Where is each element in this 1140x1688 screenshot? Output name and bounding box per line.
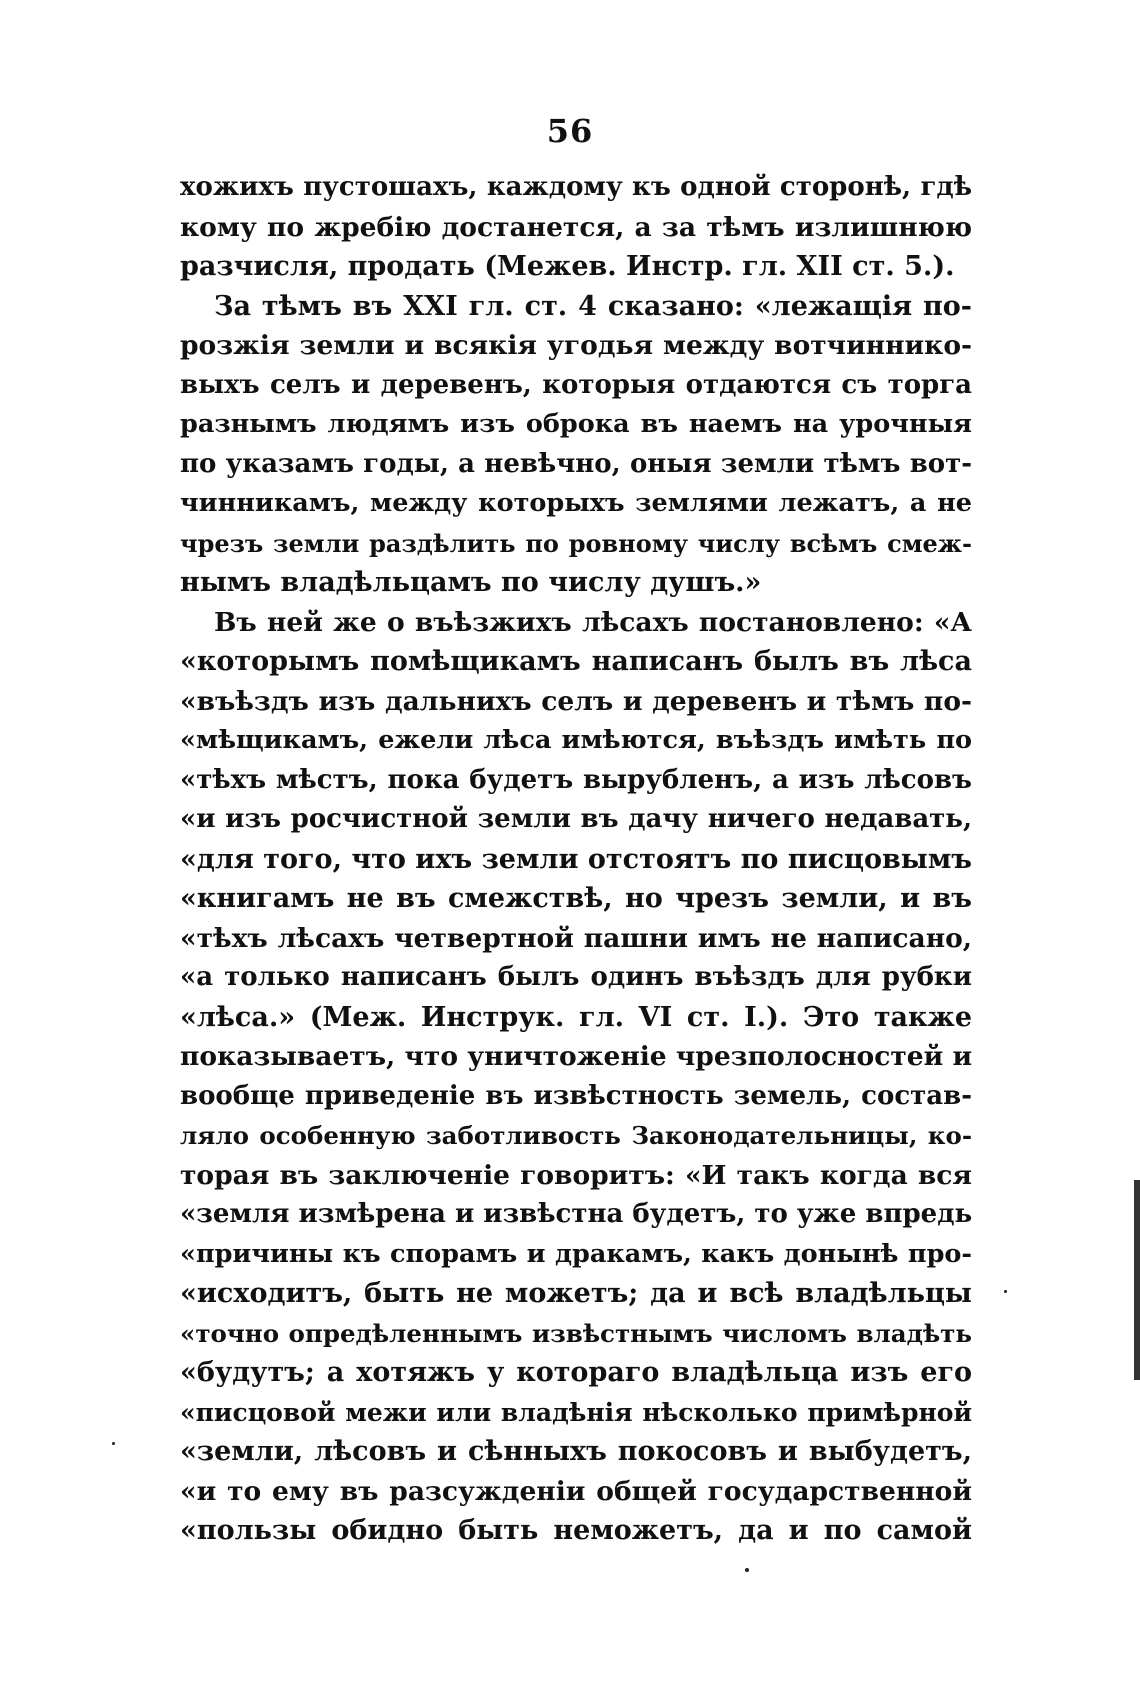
text-line: «причины къ спорамъ и дракамъ, какъ донынѣ про- [180,1238,972,1269]
text-line: «а только написанъ былъ одинъ въѣздъ для рубки [180,962,972,992]
page-number: 56 [546,112,594,150]
text-line: «точно опредѣленнымъ извѣстнымъ числомъ владѣть [180,1318,972,1348]
text-line: хожихъ пустошахъ, каждому къ одной сторонѣ, гдѣ [180,172,972,202]
text-line: показываетъ, что уничтоженіе чрезполосностей и [180,1041,972,1072]
text-line: «и изъ росчистной земли въ дачу ничего недавать, [180,804,972,834]
text-line: Въ ней же о въѣзжихъ лѣсахъ постановлено: «А [214,606,972,638]
text-line: «лѣса.» (Меж. Инструк. гл. VI ст. I.). Это также [180,1001,972,1033]
text-line: «тѣхъ лѣсахъ четвертной пашни имъ не написано, [180,922,972,954]
text-line: ляло особенную заботливость Законодательницы, ко- [180,1121,972,1150]
text-line: чинникамъ, между которыхъ землями лежатъ, а не [180,488,972,518]
text-line: разнымъ людямъ изъ оброка въ наемъ на урочныя [180,409,972,439]
print-speck [112,1442,115,1445]
text-line: разчисля, продать (Межев. Инстр. гл. XII ст. 5.). [180,251,955,282]
text-line: За тѣмъ въ XXI гл. ст. 4 сказано: «лежащія по- [214,290,972,322]
text-line: кому по жребію достанется, а за тѣмъ излишнюю [180,211,972,243]
text-line: вообще приведеніе въ извѣстность земель, состав- [180,1080,972,1111]
text-line: «книгамъ не въ смежствѣ, но чрезъ земли, и въ [180,883,972,914]
body-text [180,168,972,1551]
text-line: «въѣздъ изъ дальнихъ селъ и деревенъ и тѣмъ по- [180,685,972,717]
text-line: «писцовой межи или владѣнія нѣсколько примѣрной [180,1397,972,1427]
text-line: розжія земли и всякія угодья между вотчиннико- [180,330,972,361]
text-line: «будутъ; а хотяжъ у котораго владѣльца изъ его [180,1357,972,1388]
text-line: «исходитъ, быть не можетъ; да и всѣ владѣльцы [180,1278,972,1309]
text-line: выхъ селъ и деревенъ, которыя отдаются съ торга [180,369,972,400]
text-line: нымъ владѣльцамъ по числу душъ.» [180,567,762,598]
text-line: чрезъ земли раздѣлить по ровному числу всѣмъ смеж- [180,528,972,558]
text-line: по указамъ годы, а невѣчно, оныя земли тѣмъ вот- [180,448,972,479]
text-line: торая въ заключеніе говоритъ: «И такъ когда вся [180,1159,972,1191]
print-speck [745,1568,749,1572]
text-line: «мѣщикамъ, ежели лѣса имѣются, въѣздъ имѣть по [180,725,972,755]
text-line: «земля измѣрена и извѣстна будетъ, то уже впредь [180,1199,972,1229]
text-line: «которымъ помѣщикамъ написанъ былъ въ лѣса [180,646,972,677]
page-edge-shadow [1134,1180,1140,1380]
text-line: «тѣхъ мѣстъ, пока будетъ вырубленъ, а изъ лѣсовъ [180,764,972,795]
text-line: «земли, лѣсовъ и сѣнныхъ покосовъ и выбудетъ, [180,1436,972,1467]
text-line: «и то ему въ разсужденіи общей государственной [180,1475,972,1507]
print-speck [1004,1290,1007,1293]
text-line: «для того, что ихъ земли отстоятъ по писцовымъ [180,843,972,875]
text-line: «пользы обидно быть неможетъ, да и по самой [180,1515,972,1546]
